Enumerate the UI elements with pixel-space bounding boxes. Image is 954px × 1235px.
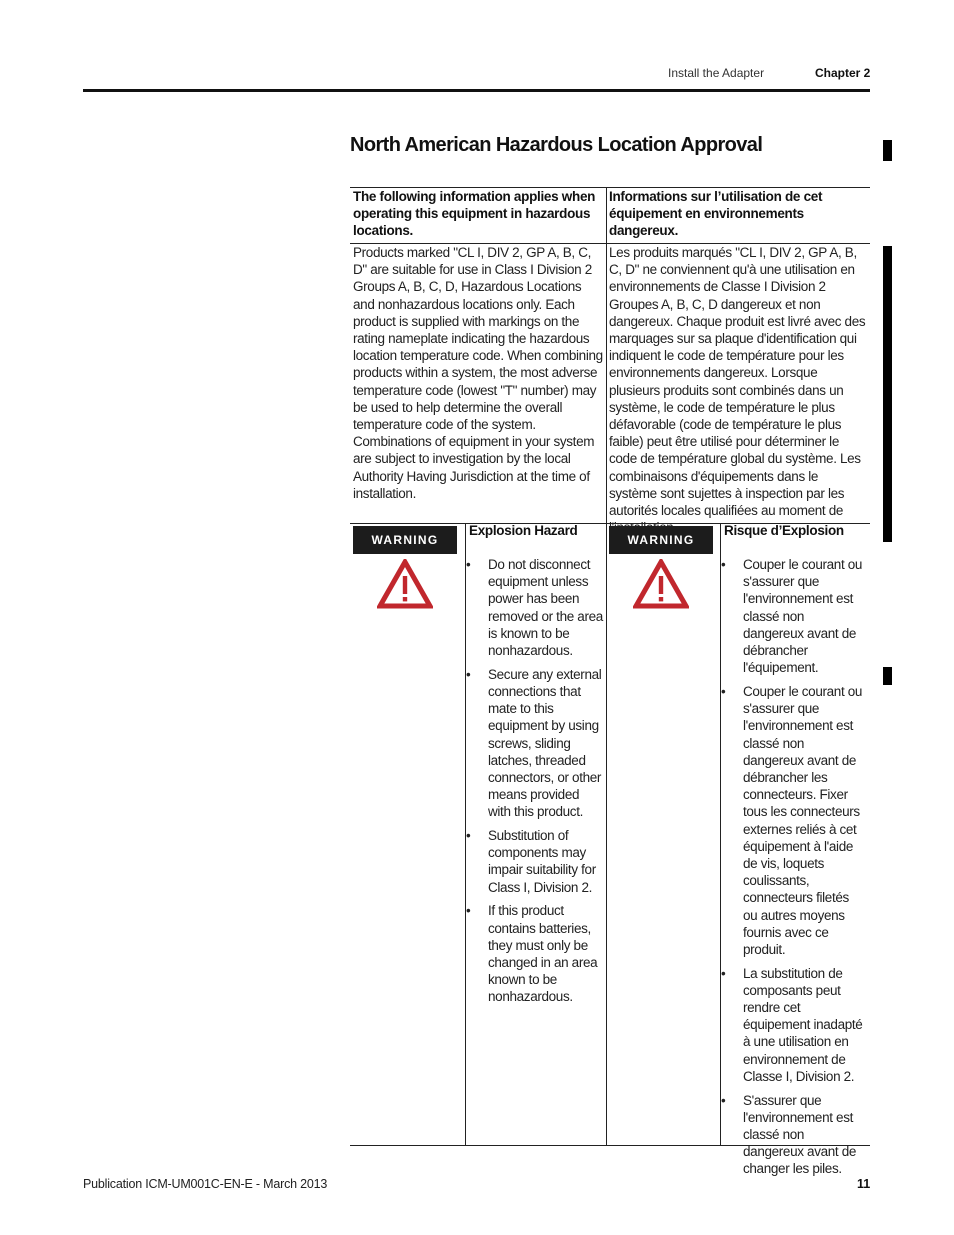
- hazard-list-fr: [728, 556, 866, 1184]
- footer-page-number: 11: [857, 1177, 871, 1191]
- hazard-title-en: Explosion Hazard: [469, 523, 578, 538]
- list-item: • La substitution de composants peut rendre cet équipement inadapté à une utilisation en environnement de Classe I, Division 2.: [728, 965, 866, 1085]
- hazard-title-fr: Risque d’Explosion: [724, 523, 844, 538]
- change-bar-warning: [883, 667, 892, 685]
- list-item: • If this product contains batteries, they must only be changed in an area known to be nonhazardous.: [473, 902, 604, 1005]
- page-title: North American Hazardous Location Approval: [350, 134, 763, 156]
- warning-label-en: WARNING: [353, 526, 457, 554]
- warning-triangle-icon: [377, 559, 433, 609]
- list-item: • Secure any external connections that mate to this equipment by using screws, sliding latches, threaded connectors, or other means provided with this product.: [473, 666, 604, 821]
- list-item: • S'assurer que l'environnement est classé non dangereux avant de changer les piles.: [728, 1092, 866, 1178]
- table-body-french: Les produits marqués "CL I, DIV 2, GP A, B, C, D" ne conviennent qu'à une utilisation en environnements de Classe I Division 2 Groupes A, B, C, D dangereux et non dangereux. Chaque produit est livré avec des marquages sur sa plaque d'identification qui indiquent le code de température pour les environnements dangereux. Lorsque plusieurs produits sont combinés dans un système, le code de température le plus défavorable (code de température le plus faible) peut être utilisé pour déterminer le code de température global du système. Les combinaisons d'équipements dans le système sont sujettes à inspection par les autorités locales qualifiées au moment de: [609, 245, 866, 519]
- list-item: • Couper le courant ou s'assurer que l'environnement est classé non dangereux avant de débrancher l'équipement.: [728, 556, 866, 676]
- running-header-chapter: Chapter 2: [815, 66, 871, 80]
- change-bar-table: [883, 246, 892, 542]
- table-column-divider: [606, 187, 607, 1145]
- warning-triangle-icon: [633, 559, 689, 609]
- table-header-french: Informations sur l’utilisation de cet équipement en environnements dangereux.: [609, 189, 823, 238]
- list-item: • Do not disconnect equipment unless power has been removed or the area is known to be nonhazardous.: [473, 556, 604, 659]
- list-item: • Substitution of components may impair suitability for Class I, Division 2.: [473, 827, 604, 896]
- header-rule: [83, 89, 870, 92]
- change-bar-title: [883, 140, 892, 161]
- list-item: • Couper le courant ou s'assurer que l'environnement est classé non dangereux avant de débrancher les connecteurs. Fixer tous les connecteurs externes reliés à cet équipement à l'aide de vis, loquets coulissants, connecteurs filetés ou autres moyens fournis avec ce produit.: [728, 683, 866, 958]
- table-body-english: Products marked "CL I, DIV 2, GP A, B, C, D" are suitable for use in Class I Division 2 Groups A, B, C, D, Hazardous Locations and nonhazardous locations only. Each product is supplied with markings on the rating nameplate indicating the hazardous location temperature code. When combining products within a system, the most adverse temperature code (lowest "T" number) may be used to help determine the overall temperature code of the system. Combinations of equipment in your system are subject to investigation by the local Authority Having Jurisdiction at the time of installation.: [353, 245, 603, 501]
- table-header-english: The following information applies when operating this equipment in hazardous locations.: [353, 189, 596, 238]
- running-header-section: Install the Adapter: [668, 66, 765, 80]
- warning-label-fr: WARNING: [609, 526, 713, 554]
- hazard-list-en: [473, 556, 604, 1012]
- footer-publication: Publication ICM-UM001C-EN-E - March 2013: [83, 1177, 328, 1191]
- warning-divider-fr: [720, 523, 721, 1145]
